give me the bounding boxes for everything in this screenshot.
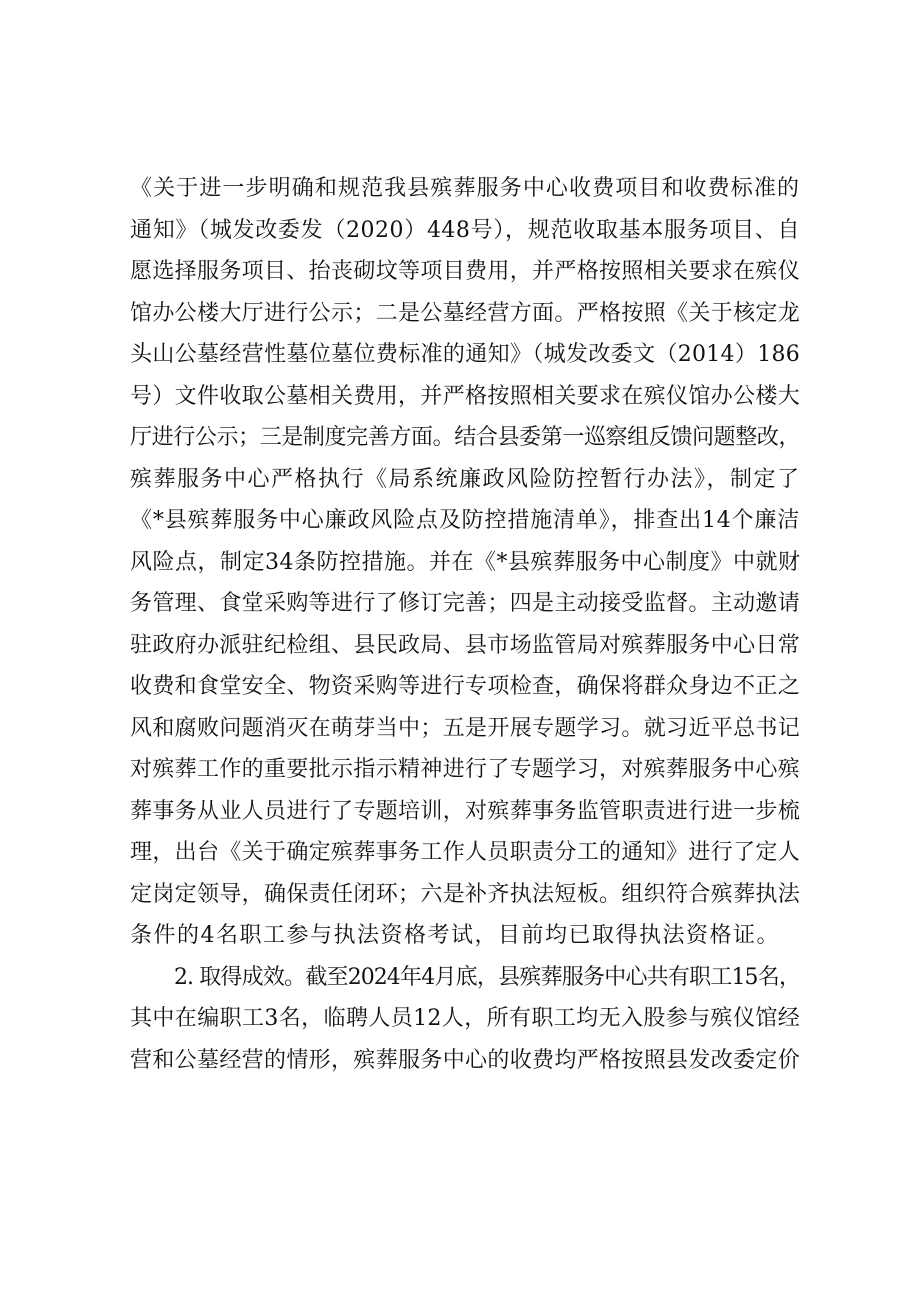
paragraph-1 — [130, 168, 800, 957]
text-line: 头山公墓经营性墓位墓位费标准的通知》（城发改委文（2014）186 — [130, 342, 800, 367]
text-line: 风险点，制定34条防控措施。并在《*县殡葬服务中心制度》中就财 — [130, 549, 801, 575]
text-line: 营和公墓经营的情形，殡葬服务中心的收费均严格按照县发改委定价 — [130, 1047, 800, 1073]
text-line: 驻政府办派驻纪检组、县民政局、县市场监管局对殡葬服务中心日常 — [130, 632, 800, 658]
text-line: 风和腐败问题消灭在萌芽当中；五是开展专题学习。就习近平总书记 — [130, 715, 800, 741]
text-line: 愿选择服务项目、抬丧砌坟等项目费用，并严格按照相关要求在殡仪 — [130, 259, 800, 284]
text-line: 收费和食堂安全、物资采购等进行专项检查，确保将群众身边不正之 — [130, 674, 800, 699]
text-line: 2. 取得成效。截至2024年4月底，县殡葬服务中心共有职工15名， — [174, 964, 800, 990]
text-line: 定岗定领导，确保责任闭环；六是补齐执法短板。组织符合殡葬执法 — [130, 881, 800, 907]
text-line: 理，出台《关于确定殡葬事务工作人员职责分工的通知》进行了定人 — [130, 840, 800, 865]
document-body — [130, 168, 800, 1081]
text-line: 其中在编职工3名，临聘人员12人，所有职工均无入股参与殡仪馆经 — [130, 1006, 800, 1031]
paragraph-2 — [130, 957, 800, 1082]
text-line: 务管理、食堂采购等进行了修订完善；四是主动接受监督。主动邀请 — [130, 591, 800, 616]
text-line: 《*县殡葬服务中心廉政风险点及防控措施清单》，排查出14个廉洁 — [130, 508, 800, 533]
text-line: 殡葬服务中心严格执行《局系统廉政风险防控暂行办法》，制定了 — [130, 466, 801, 492]
text-line: 号）文件收取公墓相关费用，并严格按照相关要求在殡仪馆办公楼大 — [130, 383, 800, 409]
text-line: 通知》（城发改委发（2020）448号），规范收取基本服务项目、自 — [130, 217, 800, 243]
text-line: 葬事务从业人员进行了专题培训，对殡葬事务监管职责进行进一步梳 — [130, 798, 800, 824]
text-line: 厅进行公示；三是制度完善方面。结合县委第一巡察组反馈问题整改， — [130, 425, 800, 450]
text-line: 《关于进一步明确和规范我县殡葬服务中心收费项目和收费标准的 — [130, 176, 800, 201]
text-line: 对殡葬工作的重要批示指示精神进行了专题学习，对殡葬服务中心殡 — [130, 757, 800, 782]
text-line: 馆办公楼大厅进行公示；二是公墓经营方面。严格按照《关于核定龙 — [130, 300, 800, 326]
text-line: 条件的4名职工参与执法资格考试，目前均已取得执法资格证。 — [130, 923, 780, 948]
